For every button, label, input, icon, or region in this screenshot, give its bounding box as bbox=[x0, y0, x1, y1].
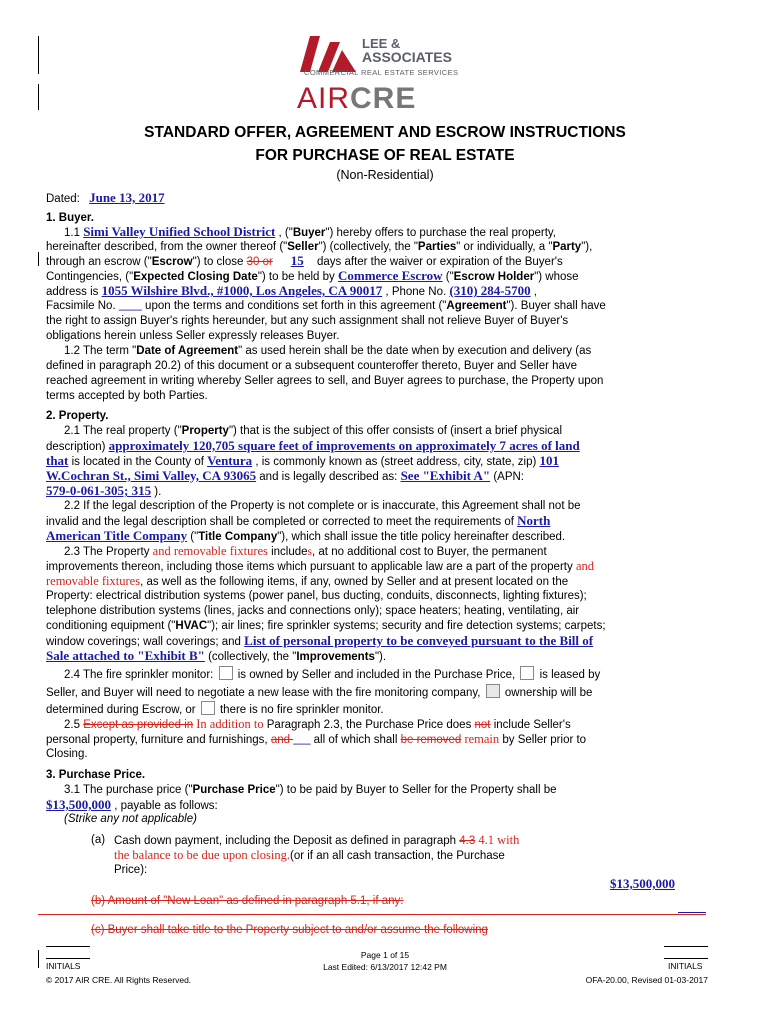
text: "); air lines; fire sprinkler systems; security and fire detection systems; carpets; bbox=[207, 620, 606, 632]
brand-line2: ASSOCIATES bbox=[362, 49, 452, 65]
text: Facsimile No. bbox=[46, 300, 119, 312]
s1-line10: defined in paragraph 20.2) of this document or a subsequent counteroffer thereto, Buyer and Seller have bbox=[46, 360, 578, 372]
text: days after the waiver or expiration of the Buyer's bbox=[313, 256, 563, 268]
s2-line20 bbox=[64, 717, 571, 732]
inserted-text: s bbox=[307, 546, 313, 558]
lee-logo-mark-icon bbox=[300, 36, 356, 72]
s2-line15 bbox=[46, 634, 593, 649]
text: Cash down payment, including the Deposit as defined in paragraph bbox=[114, 835, 460, 847]
aircre-logo bbox=[297, 82, 416, 116]
s1-line11: reached agreement in writing whereby Seller agrees to sell, and Buyer agrees to purchase, the Property upon bbox=[46, 375, 604, 387]
title-company-field[interactable]: North bbox=[517, 513, 551, 528]
s2-line7 bbox=[46, 514, 550, 529]
text: by Seller prior to bbox=[499, 734, 587, 746]
s1-line8: obligations herein unless Seller expressly releases Buyer. bbox=[46, 330, 340, 342]
text: include Seller's bbox=[490, 719, 571, 731]
footer-rule-right-top bbox=[664, 946, 708, 947]
form-id: OFA-20.00, Revised 01-03-2017 bbox=[585, 975, 708, 985]
street-field[interactable]: 101 bbox=[539, 453, 560, 468]
text: "). bbox=[374, 651, 387, 663]
s2-line3 bbox=[46, 454, 559, 469]
s2-line19 bbox=[46, 701, 384, 717]
text: " as used herein shall be the date when by execution and delivery (as bbox=[238, 345, 592, 357]
s2-line12: Property: electrical distribution systems (power panel, bus ducting, conduits, disconnects, lighting fixtures); bbox=[46, 590, 587, 602]
doc-title-2: FOR PURCHASE OF REAL ESTATE bbox=[255, 147, 515, 164]
s2-line4 bbox=[46, 469, 524, 484]
s3-line1 bbox=[64, 783, 557, 797]
item-b-struck: (b) Amount of "New Loan" as defined in paragraph 5.1, if any: bbox=[91, 895, 404, 907]
term: Escrow bbox=[151, 256, 193, 268]
ownership-checkbox[interactable] bbox=[486, 684, 500, 698]
text: Seller, and Buyer will need to negotiate a new lease with the fire monitoring company, bbox=[46, 687, 484, 699]
text: 3.1 The purchase price (" bbox=[64, 784, 193, 796]
term: Expected Closing Date bbox=[133, 271, 258, 283]
s3-line2 bbox=[46, 798, 218, 813]
text: is located in the County of bbox=[68, 456, 208, 468]
text: all of which shall bbox=[310, 734, 401, 746]
text: , is commonly known as (street address, city, state, zip) bbox=[252, 456, 540, 468]
term: HVAC bbox=[175, 620, 208, 632]
initials-left: INITIALS bbox=[46, 961, 81, 971]
change-bar bbox=[38, 36, 39, 74]
struck-text: and bbox=[270, 734, 294, 746]
inserted-text: and removable fixtures bbox=[152, 544, 268, 558]
owned-checkbox[interactable] bbox=[219, 666, 233, 680]
personal-property-field-cont[interactable]: Sale attached to "Exhibit B" bbox=[46, 648, 205, 663]
term: Parties bbox=[417, 241, 457, 253]
text: is owned by Seller and included in the Purchase Price, bbox=[234, 669, 519, 681]
item-a-line2 bbox=[114, 848, 505, 863]
term: Property bbox=[181, 425, 229, 437]
street-field-cont[interactable]: W.Cochran St., Simi Valley, CA 93065 bbox=[46, 468, 257, 483]
text: conditioning equipment (" bbox=[46, 620, 176, 632]
inserted-text: In addition to bbox=[193, 717, 267, 731]
escrow-holder-field[interactable]: Commerce Escrow bbox=[337, 268, 443, 283]
text: , bbox=[530, 286, 537, 298]
text: ") to be paid by Buyer to Seller for the Property shall be bbox=[275, 784, 557, 796]
s1-line1 bbox=[64, 225, 556, 240]
text: ") hereby offers to purchase the real property, bbox=[325, 227, 557, 239]
text: window coverings; wall coverings; and bbox=[46, 636, 245, 648]
text: ") to close bbox=[192, 256, 247, 268]
s2-line6: 2.2 If the legal description of the Property is not complete or is inaccurate, this Agreement shall not be bbox=[64, 500, 581, 512]
change-bar bbox=[38, 252, 39, 266]
deletion-line bbox=[38, 914, 706, 915]
s2-line18 bbox=[46, 684, 592, 700]
s2-line9 bbox=[64, 544, 547, 559]
brand-tagline: COMMERCIAL REAL ESTATE SERVICES bbox=[304, 68, 459, 77]
struck-text: be removed bbox=[400, 734, 462, 746]
address-field[interactable]: 1055 Wilshire Blvd., #1000, Los Angeles, CA 90017 bbox=[101, 283, 383, 298]
doc-title-1: STANDARD OFFER, AGREEMENT AND ESCROW INSTRUCTIONS bbox=[144, 124, 626, 141]
additional-items-field[interactable]: ___ bbox=[293, 734, 311, 746]
inserted-text: remain bbox=[461, 732, 500, 746]
item-a-line1 bbox=[114, 833, 519, 848]
section-1-heading: 1. Buyer. bbox=[46, 212, 94, 224]
text: there is no fire sprinkler monitor. bbox=[216, 704, 384, 716]
term: Title Company bbox=[198, 531, 278, 543]
personal-property-field[interactable]: List of personal property to be conveyed pursuant to the Bill of bbox=[244, 633, 594, 648]
text: 2.5 bbox=[64, 719, 84, 731]
text: , at no additional cost to Buyer, the permanent bbox=[312, 546, 547, 558]
buyer-field[interactable]: Simi Valley Unified School District bbox=[83, 224, 276, 239]
struck-text: 4.3 bbox=[459, 835, 476, 847]
text: "), which shall issue the title policy hereinafter described. bbox=[277, 531, 566, 543]
doc-subtitle: (Non-Residential) bbox=[336, 168, 434, 182]
s1-line6 bbox=[46, 299, 606, 313]
struck-text: not bbox=[474, 719, 491, 731]
term: Purchase Price bbox=[192, 784, 276, 796]
s2-line5 bbox=[46, 484, 161, 499]
text: ") to be held by bbox=[257, 271, 338, 283]
phone-field[interactable]: (310) 284-5700 bbox=[449, 283, 531, 298]
text: 1.1 bbox=[64, 227, 84, 239]
text: 2.4 The fire sprinkler monitor: bbox=[64, 669, 217, 681]
s2-line8 bbox=[46, 529, 565, 544]
text: Contingencies, (" bbox=[46, 271, 134, 283]
text: through an escrow (" bbox=[46, 256, 152, 268]
dated-label: Dated: bbox=[46, 193, 80, 205]
s2-line22: Closing. bbox=[46, 748, 88, 760]
item-a-label: (a) bbox=[91, 834, 106, 846]
s2-line10 bbox=[46, 559, 594, 574]
s2-line2 bbox=[46, 439, 580, 454]
text: ") that is the subject of this offer consists of (insert a brief physical bbox=[228, 425, 562, 437]
inserted-text: removable fixtures bbox=[46, 574, 141, 588]
logo-air: AIR bbox=[297, 82, 351, 115]
text: (" bbox=[187, 531, 199, 543]
text: , Phone No. bbox=[382, 286, 450, 298]
purchase-price-field[interactable]: $13,500,000 bbox=[46, 797, 111, 812]
inserted-text: and bbox=[575, 559, 594, 573]
page-number: Page 1 of 15 bbox=[360, 950, 410, 960]
text: , as well as the following items, if any, owned by Seller and at present located on the bbox=[140, 576, 569, 588]
item-c-struck: (c) Buyer shall take title to the Property subject to and/or assume the following bbox=[91, 924, 488, 936]
text: include bbox=[267, 546, 308, 558]
last-edited: Last Edited: 6/13/2017 12:42 PM bbox=[323, 962, 447, 972]
text: upon the terms and conditions set forth in this agreement (" bbox=[141, 300, 447, 312]
s2-line17 bbox=[64, 666, 600, 682]
text: , (" bbox=[275, 227, 293, 239]
text: ") (collectively, the " bbox=[318, 241, 418, 253]
text: , payable as follows: bbox=[111, 800, 218, 812]
dated-line bbox=[46, 191, 165, 206]
apn-field[interactable]: 579-0-061-305; 315 bbox=[46, 483, 152, 498]
term: Date of Agreement bbox=[136, 345, 239, 357]
inserted-text: 4.1 with bbox=[475, 833, 520, 847]
text: (APN: bbox=[490, 471, 524, 483]
text: 2.3 The Property bbox=[64, 546, 153, 558]
term: Agreement bbox=[446, 300, 507, 312]
text: "). Buyer shall have bbox=[506, 300, 606, 312]
s1-line5 bbox=[46, 284, 537, 299]
text: (" bbox=[442, 271, 454, 283]
s1-line2 bbox=[46, 240, 592, 254]
text: invalid and the legal description shall be completed or corrected to meet the requirements of bbox=[46, 516, 518, 528]
text: improvements thereon, including those items which pursuant to applicable law are a part of the property bbox=[46, 561, 576, 573]
term: Buyer bbox=[292, 227, 326, 239]
text: and is legally described as: bbox=[256, 471, 401, 483]
s1-line7: the right to assign Buyer's rights hereunder, but any such assignment shall not relieve Buyer of Buyer's bbox=[46, 315, 569, 327]
dated-value[interactable]: June 13, 2017 bbox=[89, 190, 165, 205]
county-field[interactable]: Ventura bbox=[207, 453, 253, 468]
property-description-field[interactable]: approximately 120,705 square feet of improvements on approximately 7 acres of land bbox=[108, 438, 580, 453]
text: personal property, furniture and furnishings, bbox=[46, 734, 271, 746]
text: ). bbox=[151, 486, 162, 498]
inserted-text: the balance to be due upon closing. bbox=[114, 848, 290, 862]
initials-right: INITIALS bbox=[668, 961, 703, 971]
cash-down-amount-field[interactable]: $13,500,000 bbox=[610, 876, 675, 891]
text: address is bbox=[46, 286, 102, 298]
text: Paragraph 2.3, the Purchase Price does bbox=[266, 719, 475, 731]
s1-line9 bbox=[64, 344, 591, 358]
title-company-field-cont[interactable]: American Title Company bbox=[46, 528, 188, 543]
item-a-line3: Price): bbox=[114, 864, 148, 876]
term: Escrow Holder bbox=[453, 271, 535, 283]
text: 1.2 The term " bbox=[64, 345, 137, 357]
term: Seller bbox=[287, 241, 319, 253]
section-2-heading: 2. Property. bbox=[46, 410, 109, 422]
text: 2.1 The real property (" bbox=[64, 425, 182, 437]
legal-description-field[interactable]: See "Exhibit A" bbox=[400, 468, 491, 483]
section-3-heading: 3. Purchase Price. bbox=[46, 769, 146, 781]
copyright: © 2017 AIR CRE. All Rights Reserved. bbox=[46, 975, 192, 985]
s2-line21 bbox=[46, 732, 586, 747]
term: Party bbox=[552, 241, 582, 253]
fax-field[interactable]: ____ bbox=[118, 300, 142, 312]
leased-checkbox[interactable] bbox=[520, 666, 534, 680]
s1-line4 bbox=[46, 269, 579, 284]
logo-cre: CRE bbox=[350, 82, 417, 115]
text: determined during Escrow, or bbox=[46, 704, 199, 716]
text: ") whose bbox=[534, 271, 579, 283]
change-bar bbox=[38, 84, 39, 110]
s2-line13: telephone distribution systems (lines, jacks and connections only); space heaters; heating, ventilating, air bbox=[46, 605, 580, 617]
struck-text: 30 or bbox=[246, 256, 273, 268]
term: Improvements bbox=[296, 651, 375, 663]
s2-line14 bbox=[46, 619, 606, 633]
text: description) bbox=[46, 441, 109, 453]
days-field[interactable]: 15 bbox=[290, 253, 304, 268]
s2-line11 bbox=[46, 574, 568, 589]
text: " or individually, a " bbox=[456, 241, 553, 253]
text: ownership will be bbox=[501, 687, 593, 699]
struck-text: Except as provided in bbox=[83, 719, 194, 731]
s2-line16 bbox=[46, 649, 386, 664]
no-monitor-checkbox[interactable] bbox=[201, 701, 215, 715]
property-description-cont[interactable]: that bbox=[46, 453, 69, 468]
text: (or if an all cash transaction, the Purchase bbox=[290, 850, 505, 862]
text: is leased by bbox=[536, 669, 601, 681]
footer-rule-left-top bbox=[46, 946, 90, 947]
s2-line1 bbox=[64, 424, 562, 438]
text: "), bbox=[581, 241, 593, 253]
brand-line1: LEE & bbox=[362, 36, 401, 51]
text: (collectively, the " bbox=[204, 651, 297, 663]
text: hereinafter described, from the owner thereof (" bbox=[46, 241, 288, 253]
new-loan-amount-field[interactable] bbox=[678, 912, 706, 913]
s1-line12: terms accepted by both Parties. bbox=[46, 390, 208, 402]
strike-note: (Strike any not applicable) bbox=[64, 813, 197, 825]
lee-associates-logo bbox=[300, 36, 475, 80]
s1-line3 bbox=[46, 254, 563, 269]
